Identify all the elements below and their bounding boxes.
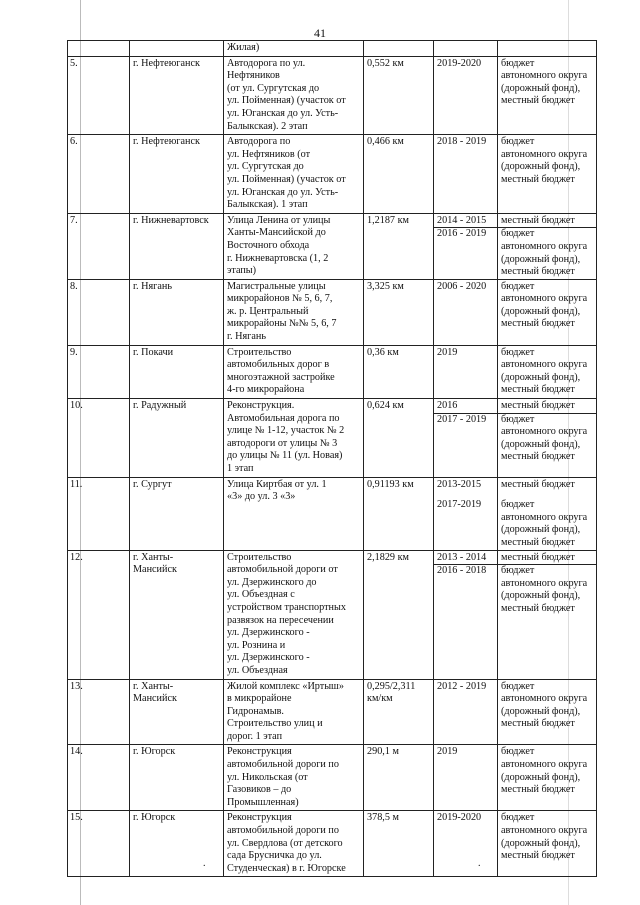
row-funding-source [498,345,597,398]
footer-mark: . [478,858,481,869]
funding-source-value: бюджет автономного округа (дорожный фонд), местный бюджет [501,346,588,396]
funding-source-value: бюджет автономного округа (дорожный фонд), местный бюджет [498,413,596,464]
table-row [68,213,597,279]
row-number: 5. [68,56,130,135]
period-value: 2006 - 2020 [437,280,487,292]
table-row [68,399,597,478]
funding-source-value: бюджет автономного округа (дорожный фонд), местный бюджет [501,499,588,548]
row-object-description: Жилая) [224,41,364,57]
row-funding-source [498,811,597,877]
row-length: 378,5 м [364,811,434,877]
row-length: 0,36 км [364,345,434,398]
row-period [434,399,498,478]
funding-source-value: бюджет автономного округа (дорожный фонд), местный бюджет [498,564,596,615]
period-value: 2016 - 2019 [434,227,497,241]
row-number: 14. [68,745,130,811]
row-object-description: Улица Киртбая от ул. 1 «3» до ул. 3 «3» [224,477,364,550]
row-number [68,41,130,57]
table-row [68,477,597,550]
row-number: 15. [68,811,130,877]
funding-source-value: бюджет автономного округа (дорожный фонд), местный бюджет [501,680,588,730]
row-funding-source [498,399,597,478]
row-length: 1,2187 км [364,213,434,279]
row-funding-source [498,279,597,345]
row-city: г. Покачи [130,345,224,398]
table-row [68,811,597,877]
row-number: 11. [68,477,130,550]
row-object-description: Магистральные улицы микрорайонов № 5, 6, 7, ж. р. Центральный микрорайоны №№ 5, 6, 7 г. Нягань [224,279,364,345]
period-value: 2019 [437,746,458,758]
funding-source-value: бюджет автономного округа (дорожный фонд), местный бюджет [501,746,588,796]
period-value: 2017 - 2019 [434,413,497,427]
row-length: 2,1829 км [364,550,434,679]
funding-source-value: бюджет автономного округа (дорожный фонд), местный бюджет [498,227,596,278]
period-value: 2013 - 2014 [437,551,487,563]
roads-table-body [68,41,597,877]
table-row [68,135,597,214]
page-number: 41 [314,26,326,40]
row-city: г. Ханты- Мансийск [130,550,224,679]
row-city: г. Радужный [130,399,224,478]
period-value: 2019-2020 [437,57,482,69]
row-length [364,41,434,57]
period-value: 2016 [437,400,458,412]
funding-source-value: бюджет автономного округа (дорожный фонд), местный бюджет [501,57,588,107]
funding-source-value: местный бюджет [501,400,575,412]
row-city: г. Нягань [130,279,224,345]
roads-table [67,40,597,877]
row-period [434,550,498,679]
table-row [68,56,597,135]
row-period [434,477,498,550]
period-value: 2019-2020 [437,812,482,824]
row-period [434,56,498,135]
row-object-description: Улица Ленина от улицы Ханты-Мансийской до Восточного обхода г. Нижневартовска (1, 2 этапы) [224,213,364,279]
table-row [68,279,597,345]
row-city: г. Нефтеюганск [130,56,224,135]
row-period [434,811,498,877]
row-length: 0,624 км [364,399,434,478]
row-number: 9. [68,345,130,398]
funding-source-value: местный бюджет [501,214,575,226]
row-number: 7. [68,213,130,279]
funding-source-value: бюджет автономного округа (дорожный фонд), местный бюджет [501,280,588,330]
table-row [68,679,597,745]
row-object-description: Реконструкция. Автомобильная дорога по улице № 1-12, участок № 2 автодороги от улицы № 3 до улицы № 11 (ул. Новая) 1 этап [224,399,364,478]
row-object-description: Автодорога по ул. Нефтяников (от ул. Сургутская до ул. Пойменная) (участок от ул. Юганская до ул. Усть- Балыкская). 2 этап [224,56,364,135]
row-city: г. Югорск [130,745,224,811]
period-value: 2017-2019 [437,499,482,511]
row-object-description: Реконструкция автомобильной дороги по ул. Свердлова (от детского сада Брусничка до ул. Студенческая) в г. Югорске [224,811,364,877]
row-city: г. Югорск [130,811,224,877]
row-period [434,679,498,745]
row-period [434,213,498,279]
funding-source-value: местный бюджет [501,478,575,490]
row-number: 6. [68,135,130,214]
table-row [68,345,597,398]
row-object-description: Автодорога по ул. Нефтяников (от ул. Сургутская до ул. Пойменная) (участок от ул. Юганская до ул. Усть- Балыкская). 1 этап [224,135,364,214]
funding-source-value: местный бюджет [501,551,575,563]
row-funding-source [498,56,597,135]
period-value: 2019 [437,346,458,358]
row-funding-source [498,213,597,279]
row-city: г. Сургут [130,477,224,550]
row-length: 0,295/2,311 км/км [364,679,434,745]
period-value: 2012 - 2019 [437,680,487,692]
row-funding-source [498,745,597,811]
row-length: 0,552 км [364,56,434,135]
row-number: 10. [68,399,130,478]
row-object-description: Реконструкция автомобильной дороги по ул. Никольская (от Газовиков – до Промышленная) [224,745,364,811]
row-object-description: Строительство автомобильных дорог в многоэтажной застройке 4-го микрорайона [224,345,364,398]
row-period [434,279,498,345]
table-row [68,41,597,57]
period-value: 2016 - 2018 [434,564,497,578]
row-city: г. Ханты- Мансийск [130,679,224,745]
row-length: 0,91193 км [364,477,434,550]
row-number: 13. [68,679,130,745]
row-funding-source [498,41,597,57]
row-city [130,41,224,57]
row-city: г. Нижневартовск [130,213,224,279]
row-funding-source [498,679,597,745]
row-funding-source [498,477,597,550]
row-number: 8. [68,279,130,345]
row-period [434,345,498,398]
row-period [434,135,498,214]
table-row [68,745,597,811]
row-object-description: Жилой комплекс «Иртыш» в микрорайоне Гидронамыв. Строительство улиц и дорог. 1 этап [224,679,364,745]
period-value: 2013-2015 [437,478,482,490]
row-period [434,41,498,57]
row-funding-source [498,550,597,679]
row-number: 12. [68,550,130,679]
row-period [434,745,498,811]
row-length: 3,325 км [364,279,434,345]
row-object-description: Строительство автомобильной дороги от ул. Дзержинского до ул. Объездная с устройством транспортных развязок на пересечении ул. Дзержинского - ул. Рознина и ул. Дзержинского - ул. Объездная [224,550,364,679]
row-funding-source [498,135,597,214]
row-length: 0,466 км [364,135,434,214]
footer-mark: . [203,858,206,869]
funding-source-value: бюджет автономного округа (дорожный фонд), местный бюджет [501,812,588,862]
funding-source-value: бюджет автономного округа (дорожный фонд), местный бюджет [501,136,588,185]
row-length: 290,1 м [364,745,434,811]
table-row [68,550,597,679]
row-city: г. Нефтеюганск [130,135,224,214]
period-value: 2018 - 2019 [437,136,487,148]
period-value: 2014 - 2015 [437,214,487,226]
